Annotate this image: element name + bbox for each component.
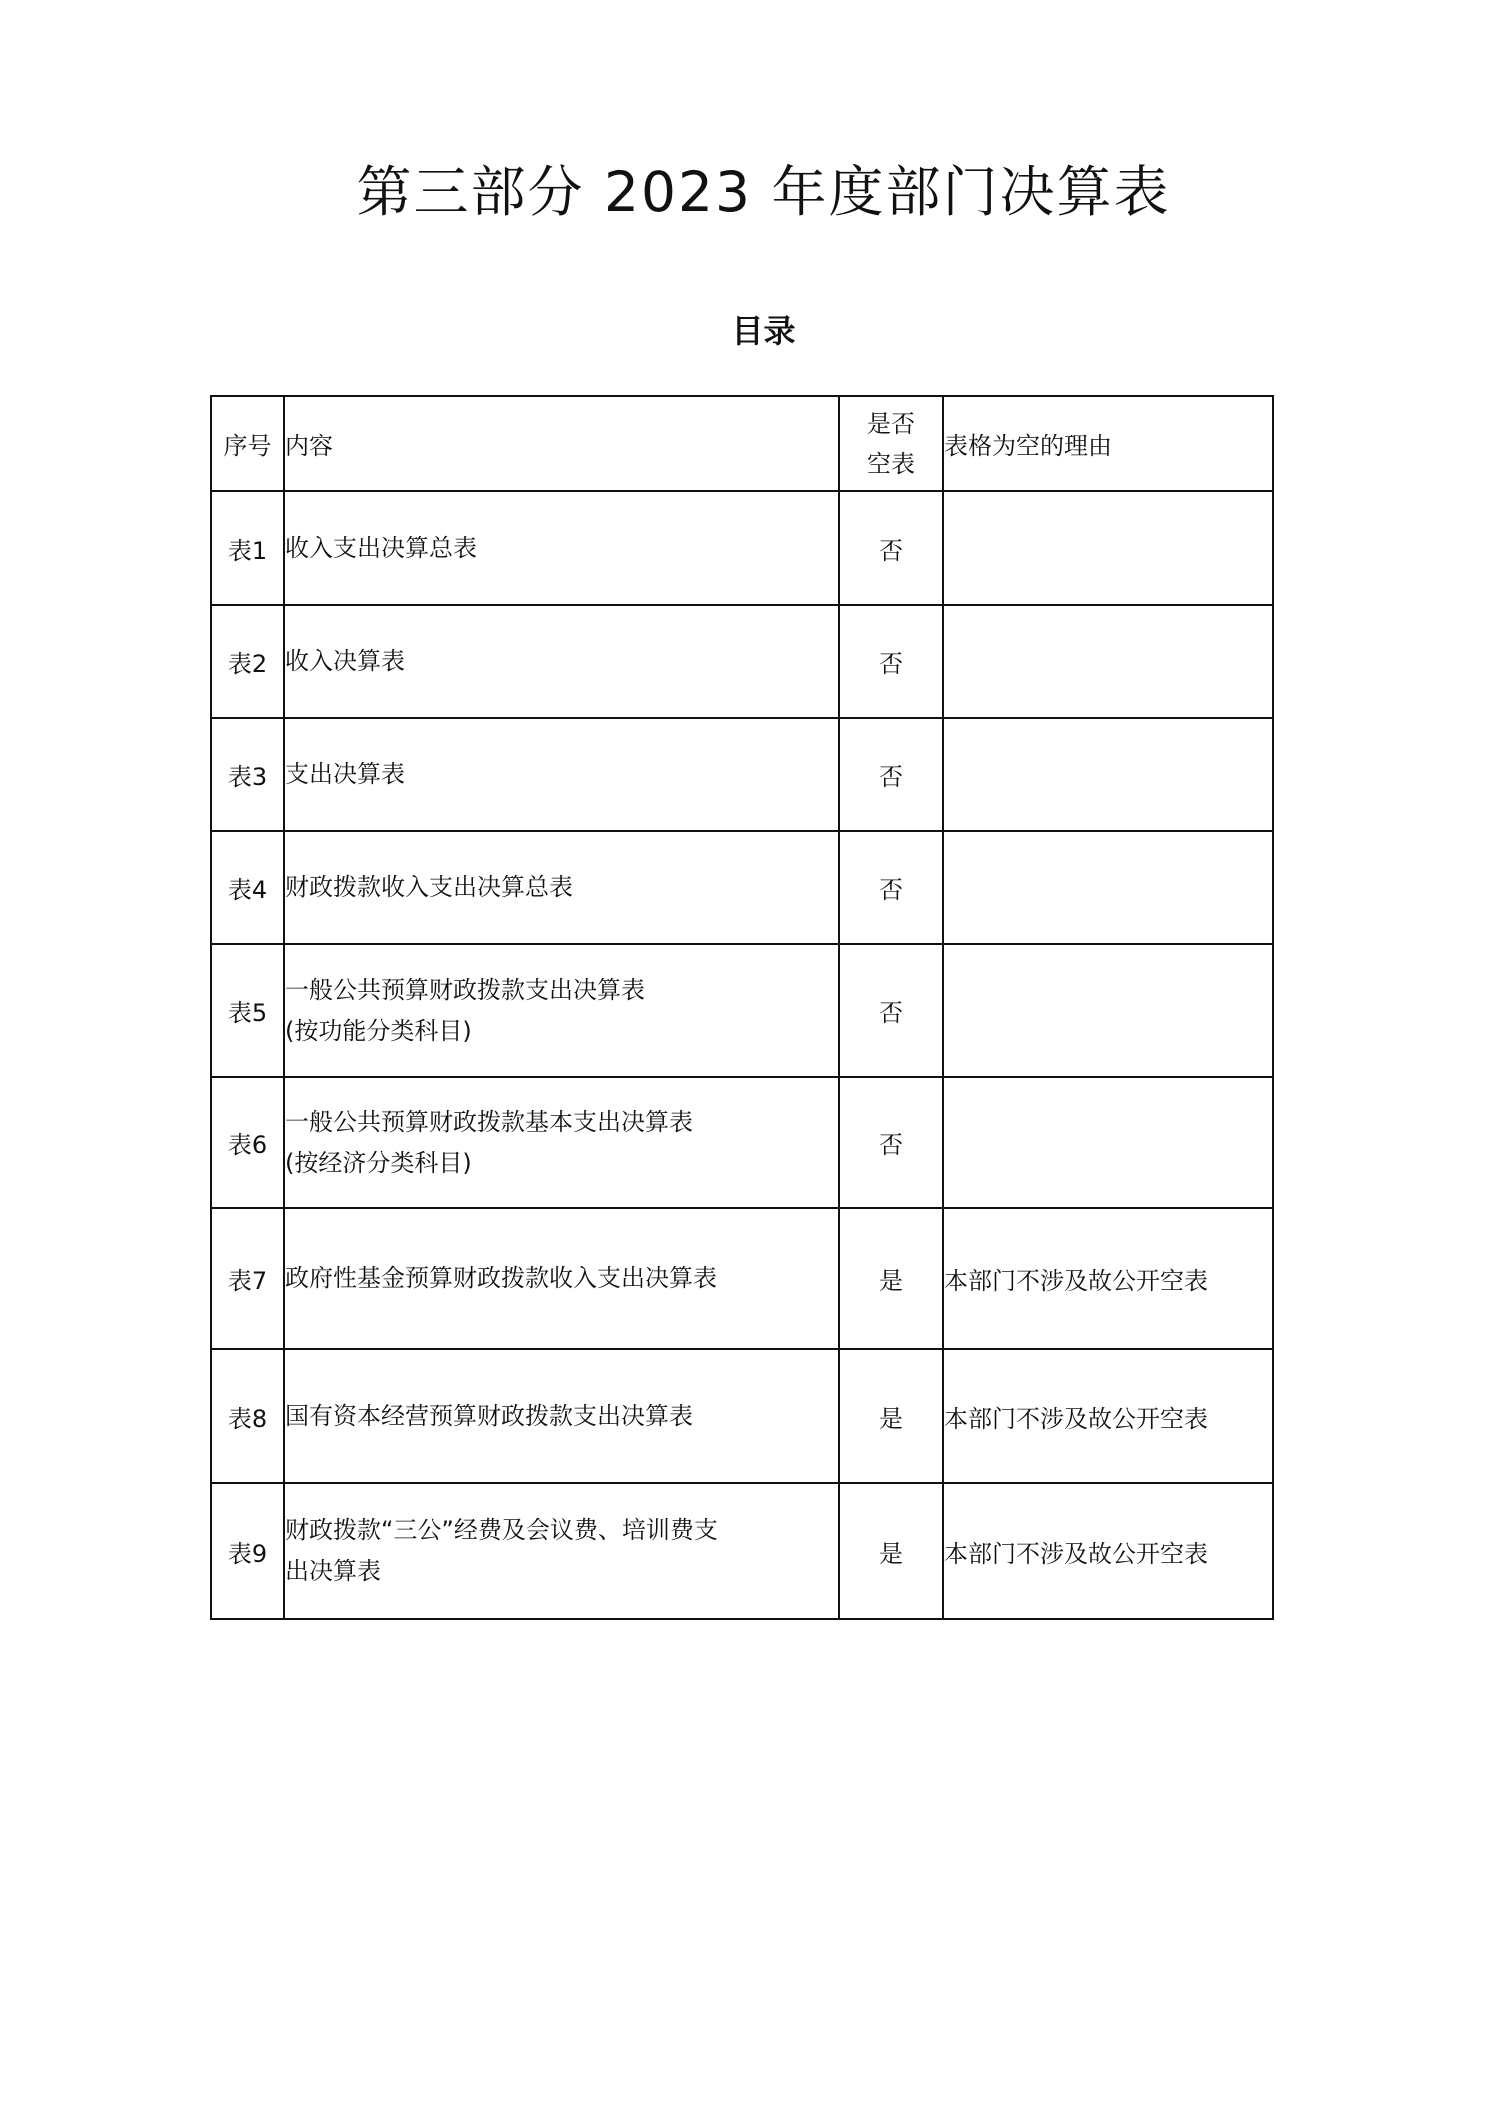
row-seq: 表7	[211, 1208, 284, 1349]
row-content	[284, 1077, 839, 1208]
table-row	[211, 831, 1273, 944]
row-content-line: (按功能分类科目)	[285, 1016, 472, 1045]
row-reason	[943, 491, 1273, 605]
row-content	[284, 831, 839, 944]
row-content	[284, 605, 839, 718]
row-is-empty: 否	[839, 944, 943, 1077]
table-row	[211, 1349, 1273, 1483]
row-seq: 表2	[211, 605, 284, 718]
row-content	[284, 944, 839, 1077]
toc-table	[210, 395, 1274, 1620]
row-is-empty: 否	[839, 831, 943, 944]
row-seq: 表9	[211, 1483, 284, 1619]
row-seq: 表3	[211, 718, 284, 831]
row-reason: 本部门不涉及故公开空表	[943, 1483, 1273, 1619]
row-content-line: 国有资本经营预算财政拨款支出决算表	[285, 1401, 693, 1430]
table-body	[211, 491, 1273, 1619]
header-is-empty	[839, 396, 943, 491]
table-row	[211, 491, 1273, 605]
table-row	[211, 944, 1273, 1077]
row-is-empty: 是	[839, 1208, 943, 1349]
row-reason: 本部门不涉及故公开空表	[943, 1349, 1273, 1483]
row-content	[284, 1349, 839, 1483]
row-content-line: 财政拨款“三公”经费及会议费、培训费支	[285, 1516, 718, 1544]
row-content-line: 一般公共预算财政拨款支出决算表	[285, 975, 645, 1004]
table-row	[211, 605, 1273, 718]
row-content	[284, 1483, 839, 1619]
table-row	[211, 1208, 1273, 1349]
row-content-line: 财政拨款收入支出决算总表	[285, 873, 573, 901]
row-content-line: 出决算表	[285, 1557, 381, 1585]
row-content	[284, 718, 839, 831]
row-seq: 表6	[211, 1077, 284, 1208]
row-content-line: 政府性基金预算财政拨款收入支出决算表	[285, 1264, 717, 1292]
row-seq: 表4	[211, 831, 284, 944]
table-row	[211, 718, 1273, 831]
row-is-empty: 否	[839, 1077, 943, 1208]
row-content	[284, 1208, 839, 1349]
header-reason: 表格为空的理由	[943, 396, 1273, 491]
row-seq: 表8	[211, 1349, 284, 1483]
row-content	[284, 491, 839, 605]
table-row	[211, 1483, 1273, 1619]
table-header-row	[211, 396, 1273, 491]
toc-heading: 目录	[731, 312, 796, 350]
row-content-line: (按经济分类科目)	[285, 1148, 472, 1177]
row-reason	[943, 718, 1273, 831]
row-reason	[943, 605, 1273, 718]
row-content-line: 收入决算表	[285, 647, 405, 675]
row-reason: 本部门不涉及故公开空表	[943, 1208, 1273, 1349]
row-content-line: 一般公共预算财政拨款基本支出决算表	[285, 1107, 693, 1136]
header-is-empty-line1: 是否	[867, 409, 915, 438]
row-reason	[943, 944, 1273, 1077]
row-is-empty: 否	[839, 605, 943, 718]
row-is-empty: 是	[839, 1349, 943, 1483]
row-content-line: 支出决算表	[285, 760, 405, 788]
row-is-empty: 否	[839, 491, 943, 605]
row-is-empty: 否	[839, 718, 943, 831]
table-row	[211, 1077, 1273, 1208]
page-title: 第三部分 2023 年度部门决算表	[356, 160, 1171, 224]
row-seq: 表1	[211, 491, 284, 605]
row-content-line: 收入支出决算总表	[285, 533, 477, 562]
header-seq: 序号	[211, 396, 284, 491]
row-is-empty: 是	[839, 1483, 943, 1619]
header-is-empty-line2: 空表	[867, 449, 915, 478]
row-reason	[943, 1077, 1273, 1208]
header-content: 内容	[284, 396, 839, 491]
row-seq: 表5	[211, 944, 284, 1077]
row-reason	[943, 831, 1273, 944]
